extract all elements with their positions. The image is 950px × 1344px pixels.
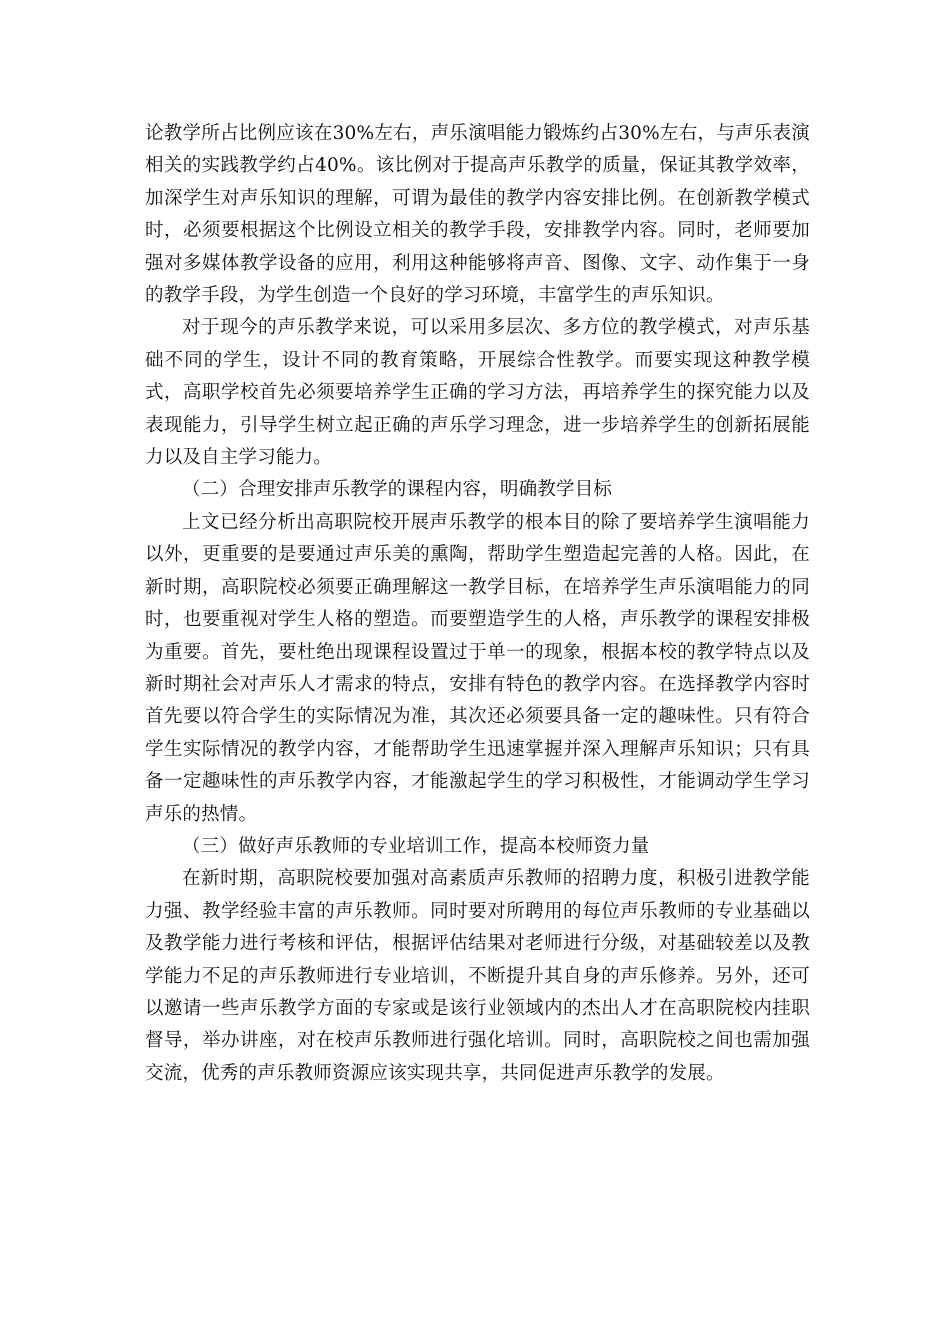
paragraph-body-1: 论教学所占比例应该在30%左右，声乐演唱能力锻炼约占30%左右，与声乐表演相关的实践教学约占40%。该比例对于提高声乐教学的质量，保证其教学效率，加深学生对声乐知识的理解，可谓为最佳的教学内容安排比例。在创新教学模式时，必须要根据这个比例设立相关的教学手段，安排教学内容。同时，老师要加强对多媒体教学设备的应用，利用这种能够将声音、图像、文字、动作集于一身的教学手段，为学生创造一个良好的学习环境，丰富学生的声乐知识。 — [145, 123, 810, 307]
paragraph-body-2: 对于现今的声乐教学来说，可以采用多层次、多方位的教学模式，对声乐基础不同的学生，设计不同的教育策略，开展综合性教学。而要实现这种教学模式，高职学校首先必须要培养学生正确的学习方法，再培养学生的探究能力以及表现能力，引导学生树立起正确的声乐学习理念，进一步培养学生的创新拓展能力以及自主学习能力。 — [145, 317, 810, 469]
section-heading-2: （二）合理安排声乐教学的课程内容，明确教学目标 — [182, 479, 613, 501]
section-heading-3: （三）做好声乐教师的专业培训工作，提高本校师资力量 — [182, 835, 650, 857]
paragraph-body-3: 上文已经分析出高职院校开展声乐教学的根本目的除了要培养学生演唱能力以外，更重要的是要通过声乐美的熏陶，帮助学生塑造起完善的人格。因此，在新时期，高职院校必须要正确理解这一教学目标，在培养学生声乐演唱能力的同时，也要重视对学生人格的塑造。而要塑造学生的人格，声乐教学的课程安排极为重要。首先，要杜绝出现课程设置过于单一的现象，根据本校的教学特点以及新时期社会对声乐人才需求的特点，安排有特色的教学内容。在选择教学内容时首先要以符合学生的实际情况为准，其次还必须要具备一定的趣味性。只有符合学生实际情况的教学内容，才能帮助学生迅速掌握并深入理解声乐知识；只有具备一定趣味性的声乐教学内容，才能激起学生的学习积极性，才能调动学生学习声乐的热情。 — [145, 511, 810, 825]
paragraph-body-4: 在新时期，高职院校要加强对高素质声乐教师的招聘力度，积极引进教学能力强、教学经验丰富的声乐教师。同时要对所聘用的每位声乐教师的专业基础以及教学能力进行考核和评估，根据评估结果对老师进行分级，对基础较差以及教学能力不足的声乐教师进行专业培训，不断提升其自身的声乐修养。另外，还可以邀请一些声乐教学方面的专家或是该行业领域内的杰出人才在高职院校内挂职督导，举办讲座，对在校声乐教师进行强化培训。同时，高职院校之间也需加强交流，优秀的声乐教师资源应该实现共享，共同促进声乐教学的发展。 — [145, 868, 810, 1084]
document-body — [145, 118, 810, 1090]
